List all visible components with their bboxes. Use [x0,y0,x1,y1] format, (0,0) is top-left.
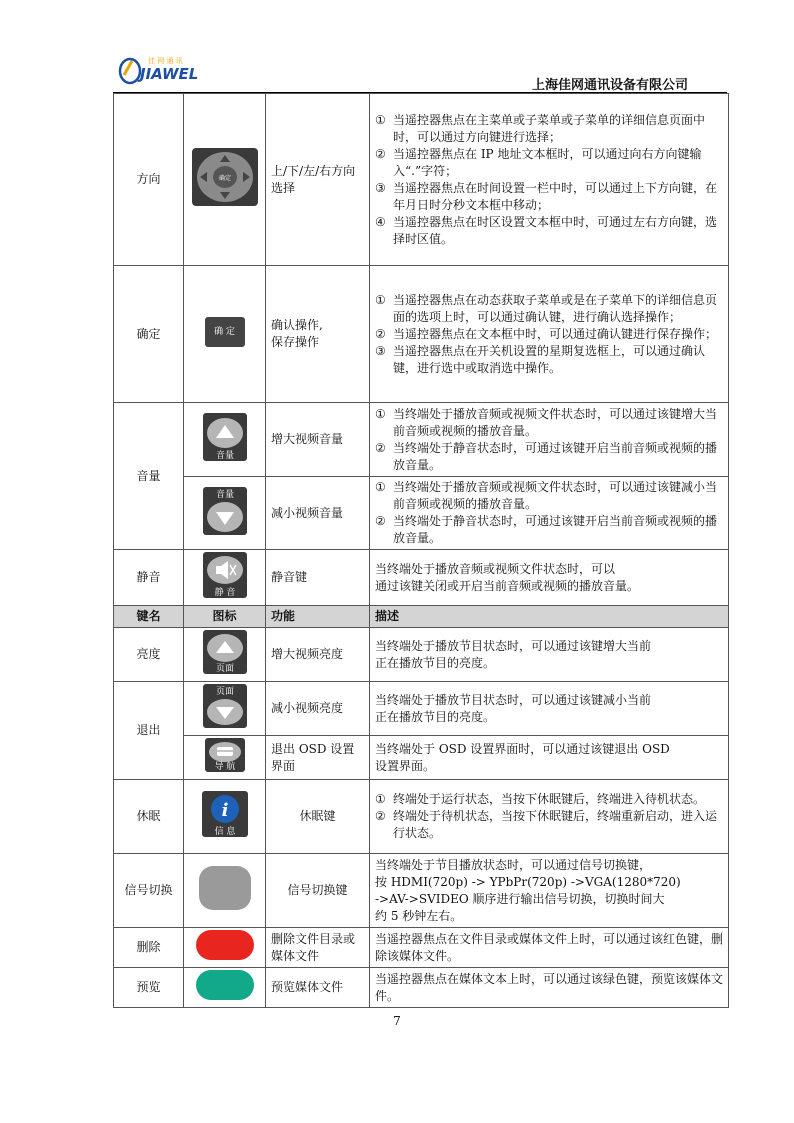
key-function: 静音键 [266,550,370,606]
red-key-icon [184,928,266,968]
svg-text:音量: 音量 [215,489,234,500]
key-name: 退出 [114,682,184,780]
company-name: 上海佳网通讯设备有限公司 [531,78,688,93]
key-function: 确认操作, 保存操作 [266,266,370,403]
direction-pad-icon [184,94,266,266]
mute-icon [184,550,266,606]
info-icon [184,780,266,854]
table-row-direction [114,94,729,266]
key-function: 删除文件目录或媒体文件 [266,928,370,968]
key-function: 退出 OSD 设置界面 [266,736,370,780]
table-row-volume-down [114,477,729,550]
table-row-delete [114,928,729,968]
volume-up-icon [184,403,266,477]
svg-text:静 音: 静 音 [214,588,235,598]
header-description: 描述 [370,606,729,628]
svg-text:JIAWEL: JIAWEL [140,65,199,83]
key-function: 预览媒体文件 [266,968,370,1008]
table-row-preview [114,968,729,1008]
ok-button-icon: 确 定 [184,266,266,403]
key-function: 减小视频音量 [266,477,370,550]
table-row-volume-up [114,403,729,477]
table-row-sleep [114,780,729,854]
key-function: 减小视频亮度 [266,682,370,736]
key-description: ① 终端处于运行状态，当按下休眠键后，终端进入待机状态。 ② 终端处于待机状态，当按下休眠键后，终端重新启动，进入运行状态。 [370,780,729,854]
key-description: ① 当遥控器焦点在动态获取子菜单或是在子菜单下的详细信息页面的选项上时，可以通过确认键，进行确认选择操作； ② 当遥控器焦点在文本框中时，可以通过确认键进行保存操作； ③ 当遥控器焦点在开关机设置的星期复选框上，可以通过确认键，进行选中或取消选中操作。 [370,266,729,403]
svg-text:导 航: 导 航 [214,762,235,772]
key-name: 静音 [114,550,184,606]
table-row-ok [114,266,729,403]
key-function: 增大视频音量 [266,403,370,477]
key-name: 方向 [114,94,184,266]
header-key-name: 键名 [114,606,184,628]
key-function-table [113,93,729,1008]
table-header-row [114,606,729,628]
key-description: 当遥控器焦点在文件目录或媒体文件上时，可以通过该红色键，删除该媒体文件。 [370,928,729,968]
table-row-exit [114,736,729,780]
signal-switch-icon [184,854,266,928]
key-name: 音量 [114,403,184,550]
company-logo [118,53,228,85]
svg-text:页面: 页面 [215,687,234,697]
volume-down-icon [184,477,266,550]
key-name: 确定 [114,266,184,403]
svg-text:信 息: 信 息 [214,827,235,837]
table-row-signal [114,854,729,928]
key-function: 信号切换键 [266,854,370,928]
page-number: 7 [393,1014,401,1028]
page-down-icon [184,682,266,736]
header-function: 功能 [266,606,370,628]
key-description: 当遥控器焦点在媒体文本上时，可以通过该绿色键，预览该媒体文件。 [370,968,729,1008]
key-name: 删除 [114,928,184,968]
key-description: 当终端处于 OSD 设置界面时，可以通过该键退出 OSD 设置界面。 [370,736,729,780]
svg-text:音量: 音量 [215,451,234,461]
key-description: 当终端处于播放音频或视频文件状态时，可以 通过该键关闭或开启当前音频或视频的播放音量。 [370,550,729,606]
table-row-brightness-up [114,628,729,682]
nav-icon [184,736,266,780]
page-up-icon [184,628,266,682]
key-description: 当终端处于播放节目状态时，可以通过该键减小当前 正在播放节目的亮度。 [370,682,729,736]
table-row-brightness-down [114,682,729,736]
key-description: ① 当终端处于播放音频或视频文件状态时，可以通过该键减小当前音频或视频的播放音量。 ② 当终端处于静音状态时，可通过该键开启当前音频或视频的播放音量。 [370,477,729,550]
key-name: 亮度 [114,628,184,682]
header-icon: 图标 [184,606,266,628]
green-key-icon [184,968,266,1008]
key-name: 预览 [114,968,184,1008]
key-description: 当终端处于节目播放状态时，可以通过信号切换键， 按 HDMI(720p) -> YPbPr(720p) ->VGA(1280*720) ->AV->SVIDEO 顺序进行输出信号切换，切换时间大 约 5 秒钟左右。 [370,854,729,928]
key-function: 上/下/左/右方向选择 [266,94,370,266]
key-name: 休眠 [114,780,184,854]
key-name: 信号切换 [114,854,184,928]
svg-text:页面: 页面 [215,664,234,674]
key-function: 休眠键 [266,780,370,854]
svg-text:佳 网 通 讯: 佳 网 通 讯 [148,57,183,65]
svg-text:i: i [221,800,228,821]
key-function: 增大视频亮度 [266,628,370,682]
key-description: 当终端处于播放节目状态时，可以通过该键增大当前 正在播放节目的亮度。 [370,628,729,682]
svg-text:确定: 确定 [218,175,231,182]
key-description: ① 当终端处于播放音频或视频文件状态时，可以通过该键增大当前音频或视频的播放音量。 ② 当终端处于静音状态时，可通过该键开启当前音频或视频的播放音量。 [370,403,729,477]
key-description: ① 当遥控器焦点在主菜单或子菜单或子菜单的详细信息页面中时，可以通过方向键进行选择； ② 当遥控器焦点在 IP 地址文本框时，可以通过向右方向键输入“.”字符； ③ 当遥控器焦点在时间设置一栏中时，可以通过上下方向键，在年月日时分秒文本框中移动； ④ 当遥控器焦点在时区设置文本框中时，可通过左右方向键，选择时区值。 [370,94,729,266]
table-row-mute [114,550,729,606]
